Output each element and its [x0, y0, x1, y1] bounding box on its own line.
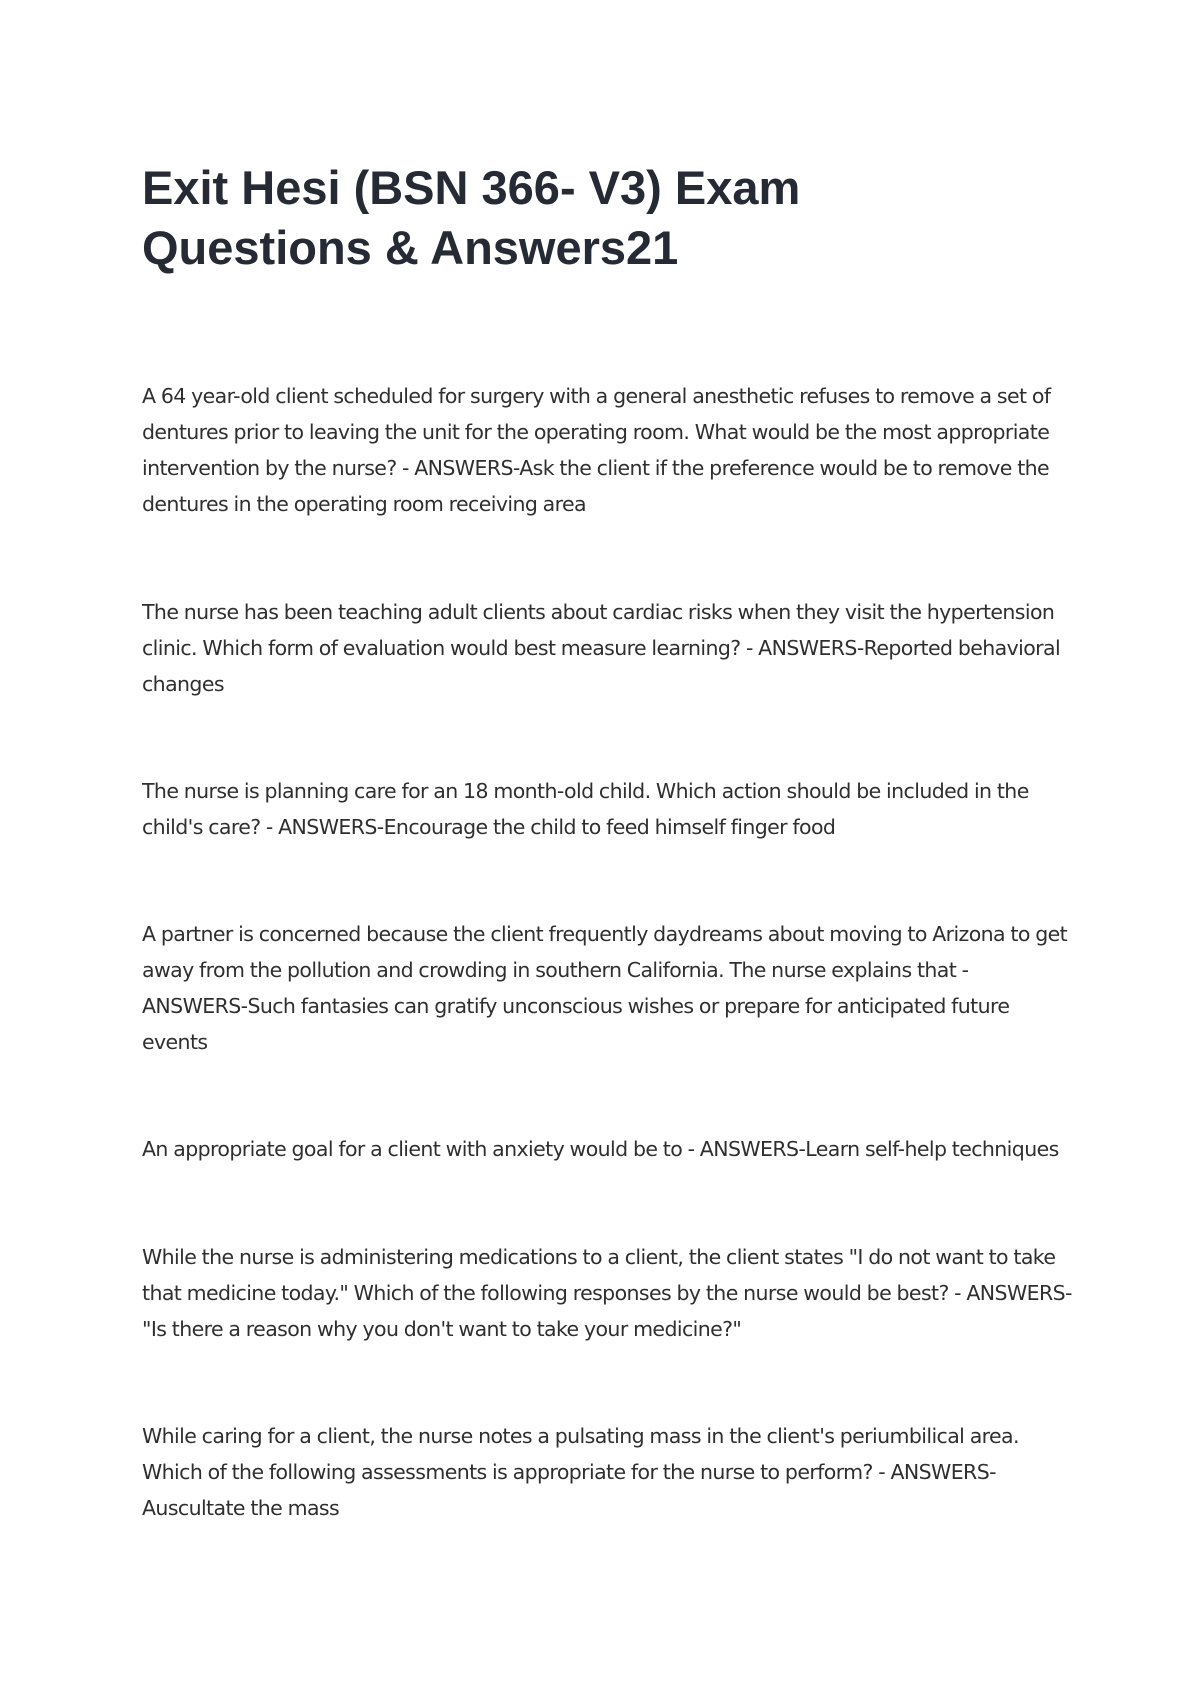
qa-item: While the nurse is administering medications to a client, the client states "I do not want to take that medicine today." Which of the following responses by the nurse would be best? - ANSWERS-"Is there a reason why you don't want to take your medicine?": [142, 1245, 1072, 1341]
qa-item: The nurse is planning care for an 18 month-old child. Which action should be included in the child's care? - ANSWERS-Encourage the child to feed himself finger food: [142, 779, 1029, 839]
qa-item: An appropriate goal for a client with anxiety would be to - ANSWERS-Learn self-help techniques: [142, 1137, 1059, 1161]
qa-item: While caring for a client, the nurse notes a pulsating mass in the client's periumbilical area. Which of the following assessments is appropriate for the nurse to perform? - ANSWERS-Auscultate the mass: [142, 1424, 1019, 1520]
document-title: Exit Hesi (BSN 366- V3) Exam Questions & Answers21: [142, 161, 801, 274]
qa-item: A partner is concerned because the client frequently daydreams about moving to Arizona to get away from the pollution and crowding in southern California. The nurse explains that - ANSWERS-Such fantasies can gratify unconscious wishes or prepare for anticipated future events: [142, 922, 1068, 1054]
qa-item: The nurse has been teaching adult clients about cardiac risks when they visit the hypertension clinic. Which form of evaluation would best measure learning? - ANSWERS-Reported behavioral changes: [142, 600, 1061, 696]
qa-item: A 64 year-old client scheduled for surgery with a general anesthetic refuses to remove a set of dentures prior to leaving the unit for the operating room. What would be the most appropriate intervention by the nurse? - ANSWERS-Ask the client if the preference would be to remove the dentures in the operating room receiving area: [142, 384, 1051, 516]
